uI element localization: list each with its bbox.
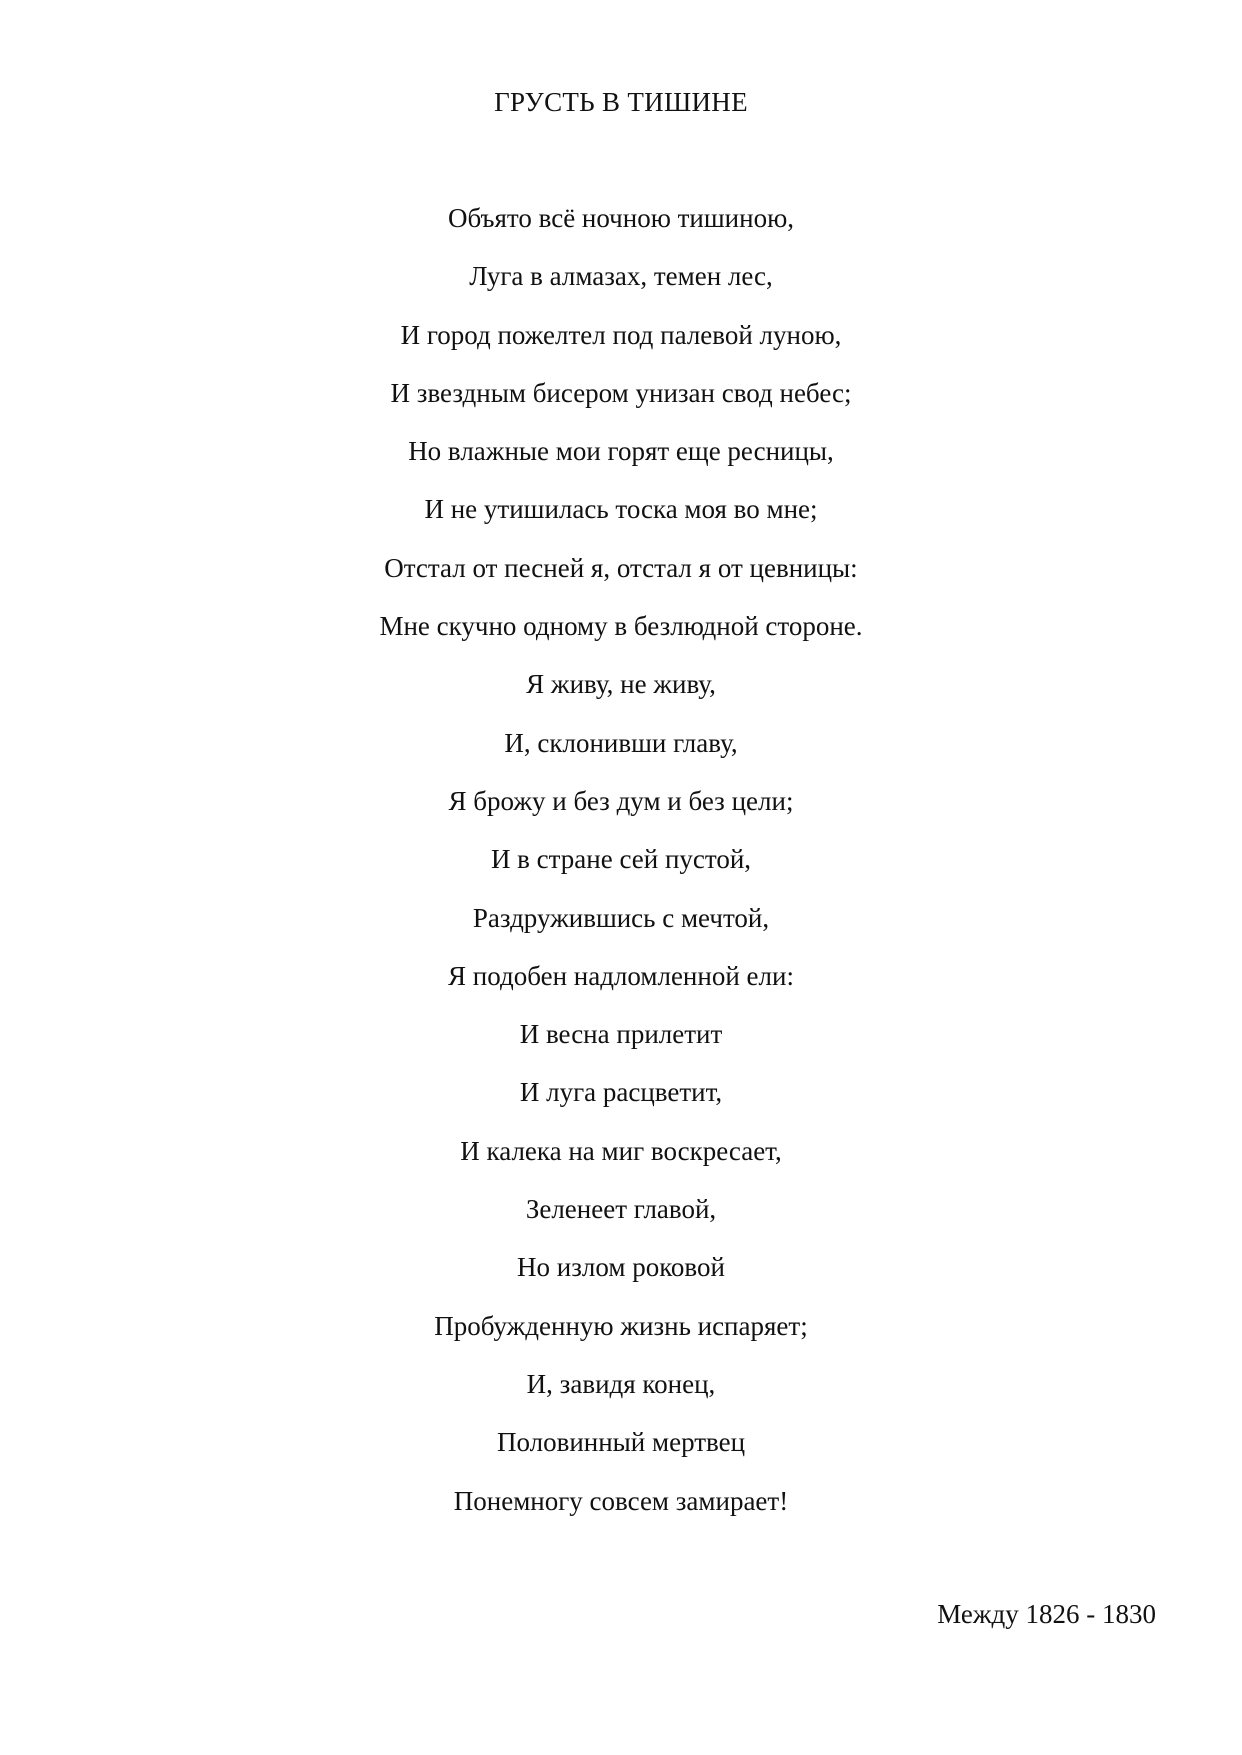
- poem-line: И, завидя конец,: [526, 1368, 716, 1399]
- poem-line: И луга расцветит,: [519, 1077, 723, 1108]
- poem-line: Половинный мертвец: [496, 1427, 746, 1458]
- poem-line: И город пожелтел под палевой луною,: [400, 319, 842, 350]
- poem-line: Отстал от песней я, отстал я от цевницы:: [384, 552, 858, 583]
- poem-line: Я подобен надломленной ели:: [448, 960, 794, 991]
- poem-title: ГРУСТЬ В ТИШИНЕ: [494, 87, 748, 117]
- poem-date: Между 1826 - 1830: [937, 1599, 1156, 1629]
- poem-line: И, склонивши главу,: [504, 727, 738, 758]
- poem-line: Понемногу совсем замирает!: [453, 1485, 789, 1516]
- poem-line: Пробужденную жизнь испаряет;: [434, 1310, 808, 1341]
- poem-line: Объято всё ночною тишиною,: [447, 203, 794, 233]
- poem-text: [0, 196, 1242, 1537]
- poem-line: Но влажные мои горят еще ресницы,: [408, 436, 834, 467]
- poem-line: Луга в алмазах, темен лес,: [469, 261, 773, 292]
- poem-line: Зеленеет главой,: [525, 1194, 717, 1225]
- poem-line: И калека на миг воскресает,: [460, 1135, 782, 1166]
- poem-line: Раздружившись с мечтой,: [472, 902, 770, 933]
- poem-line: И звездным бисером унизан свод небес;: [390, 377, 852, 408]
- poem-line: И не утишилась тоска моя во мне;: [424, 494, 818, 525]
- poem-line: Но излом роковой: [517, 1252, 725, 1283]
- poem-line: И в стране сей пустой,: [490, 844, 752, 875]
- poem-line: Я живу, не живу,: [526, 669, 716, 700]
- poem-line: И весна прилетит: [519, 1019, 723, 1050]
- poem-line: Я брожу и без дум и без цели;: [448, 785, 794, 816]
- poem-line: Мне скучно одному в безлюдной стороне.: [379, 611, 863, 642]
